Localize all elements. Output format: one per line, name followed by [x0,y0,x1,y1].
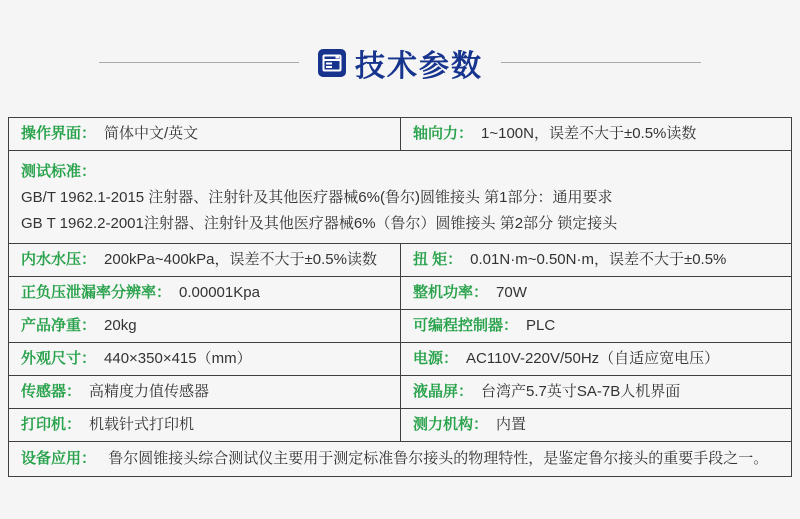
cell-sensor [9,376,400,408]
cell-value: 20kg [104,317,137,334]
table-row [9,409,791,442]
cell-value: 鲁尔圆锥接头综合测试仪主要用于测定标准鲁尔接头的物理特性，是鉴定鲁尔接头的重要手段之一。 [108,450,769,467]
title-divider-right [501,62,701,63]
cell-label: 液晶屏： [413,383,474,400]
standards-lines [21,185,779,237]
table-row [9,376,791,409]
cell-label: 传感器： [21,383,82,400]
spec-sheet-icon [317,48,347,78]
cell-dimensions [9,343,400,375]
cell-label: 打印机： [21,416,82,433]
cell-power-supply [400,343,791,375]
cell-test-standards [9,151,791,243]
cell-force-mechanism [400,409,791,441]
table-row [9,442,791,476]
cell-label: 设备应用： [21,450,97,467]
cell-value: 1~100N，误差不大于±0.5%读数 [481,125,697,142]
table-row [9,310,791,343]
cell-value: 高精度力值传感器 [89,383,210,400]
cell-label: 扭 矩： [413,251,463,268]
cell-label: 内水水压： [21,251,97,268]
cell-printer [9,409,400,441]
cell-value: 0.00001Kpa [179,284,260,301]
cell-label: 测力机构： [413,416,489,433]
cell-axial-force [400,118,791,150]
cell-value: AC110V-220V/50Hz（自适应宽电压） [466,350,720,367]
table-row [9,343,791,376]
cell-label: 整机功率： [413,284,489,301]
cell-value: 机载针式打印机 [89,416,195,433]
cell-label: 外观尺寸： [21,350,97,367]
cell-label: 可编程控制器： [413,317,519,334]
cell-label: 电源： [413,350,459,367]
table-row [9,151,791,244]
cell-value: 0.01N·m~0.50N·m，误差不大于±0.5% [470,251,727,268]
title-wrap [317,41,483,85]
standard-line: GB/T 1962.1-2015 注射器、注射针及其他医疗器械6%(鲁尔)圆锥接头 第1部分：通用要求 [21,189,613,206]
cell-value: PLC [526,317,556,334]
cell-net-weight [9,310,400,342]
cell-value: 简体中文/英文 [104,125,199,142]
cell-label: 操作界面： [21,125,97,142]
title-divider-left [99,62,299,63]
cell-water-pressure [9,244,400,276]
cell-application [9,442,791,476]
table-row [9,277,791,310]
cell-label: 正负压泄漏率分辨率： [21,284,172,301]
standard-line: GB T 1962.2-2001注射器、注射针及其他医疗器械6%（鲁尔）圆锥接头 第2部分 锁定接头 [21,215,618,232]
spec-table [8,117,792,477]
table-row [9,244,791,277]
table-row [9,118,791,151]
cell-label: 产品净重： [21,317,97,334]
cell-operation-interface [9,118,400,150]
cell-value: 200kPa~400kPa，误差不大于±0.5%读数 [104,251,377,268]
cell-value: 440×350×415（mm） [104,350,252,367]
cell-leak-rate-resolution [9,277,400,309]
cell-total-power [400,277,791,309]
page-title: 技术参数 [355,49,483,83]
cell-value: 台湾产5.7英寸SA-7B人机界面 [481,383,681,400]
cell-value: 内置 [496,416,527,433]
cell-plc-controller [400,310,791,342]
page-header [0,0,800,117]
cell-torque [400,244,791,276]
cell-lcd-screen [400,376,791,408]
cell-label: 测试标准： [21,163,97,180]
cell-label: 轴向力： [413,125,474,142]
cell-value: 70W [496,284,527,301]
